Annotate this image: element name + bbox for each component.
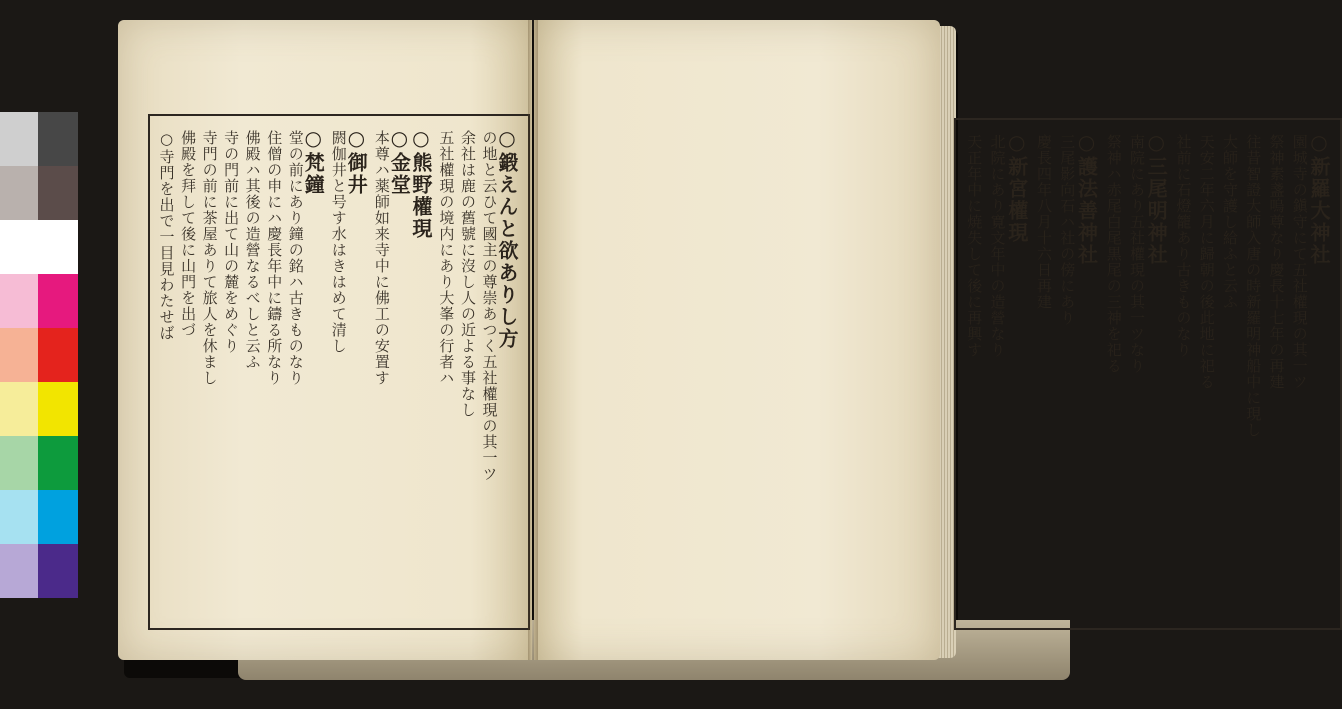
color-swatch (0, 544, 38, 598)
entry-heading: ○金堂 (387, 126, 412, 196)
text-column: 余社は鹿の舊號に沒し人の近よる事なし (458, 130, 477, 418)
text-column: 寺門の前に茶屋ありて旅人を休まし (200, 130, 219, 386)
color-swatch (0, 490, 38, 544)
color-swatch (38, 436, 78, 490)
text-column: 社前に石燈籠あり古きものなり (1174, 134, 1193, 358)
entry-heading: ○御井 (344, 126, 369, 196)
entry-heading: ○護法善神社 (1074, 130, 1099, 266)
text-column: 北院にあり寛文年中の造營なり (988, 134, 1007, 358)
entry-heading: ○新羅大神社 (1307, 130, 1331, 266)
color-swatch (38, 166, 78, 220)
text-column: 佛殿を拜して後に山門を出づ (179, 130, 198, 338)
text-column: ○寺門を出で一目見わたせば (157, 130, 176, 341)
color-swatch (0, 328, 38, 382)
entry-heading: ○新宮權現 (1004, 130, 1029, 244)
color-swatch (38, 112, 78, 166)
color-swatch (38, 544, 78, 598)
left-text-frame (148, 114, 530, 630)
right-text-frame (954, 118, 1342, 630)
color-swatch (38, 328, 78, 382)
entry-heading: ○三尾明神社 (1144, 130, 1169, 266)
book-gutter (528, 20, 538, 660)
text-column: 南院にあり五社權現の其一ツなり (1128, 134, 1146, 374)
text-column: 天安二年六月に歸朝の後此地に祀る (1197, 134, 1216, 390)
text-column: 本尊ハ薬師如来寺中に佛工の安置す (372, 130, 391, 386)
text-column: 往昔智證大師入唐の時新羅明神船中に現し (1244, 134, 1263, 438)
color-swatch (0, 274, 38, 328)
text-column: 佛殿ハ其後の造營なるべしと云ふ (243, 130, 262, 370)
color-swatch (0, 220, 38, 274)
color-swatch (0, 112, 38, 166)
color-swatch (0, 166, 38, 220)
color-calibration-strip (0, 112, 78, 608)
text-column: 寺の門前に出て山の麓をめぐり (222, 130, 241, 354)
open-book (118, 20, 1331, 670)
color-swatch (38, 220, 78, 274)
entry-heading: ○鍛えんと欲ありし方 (495, 126, 519, 350)
text-column: 大師を守護し給ふと云ふ (1221, 134, 1239, 310)
text-column: 園城寺の鎭守にて五社權現の其一ツ (1290, 134, 1309, 390)
color-swatch (0, 436, 38, 490)
entry-heading: ○熊野權現 (408, 126, 433, 240)
color-swatch (38, 274, 78, 328)
color-swatch (38, 490, 78, 544)
left-page (118, 20, 532, 660)
color-swatch (38, 382, 78, 436)
text-column: の地と云ひて國主の尊崇あつく五社權現の其一ツ (480, 130, 499, 482)
text-column: 三尾影向石ハ社の傍にあり (1058, 134, 1077, 326)
text-column: 住僧の申にハ慶長年中に鑄る所なり (265, 130, 284, 386)
text-column: 天正年中に焼失して後に再興す (965, 134, 984, 358)
entry-heading: ○梵鐘 (301, 126, 326, 196)
text-column: 慶長四年八月十六日再建 (1035, 134, 1053, 310)
text-column: 閼伽井と号す水はきはめて清し (329, 130, 348, 354)
text-column: 堂の前にあり鐘の銘ハ古きものなり (286, 130, 305, 386)
text-column: 祭神素盞嗚尊なり慶長十七年の再建 (1267, 134, 1286, 390)
right-page (534, 20, 1331, 660)
color-swatch (0, 382, 38, 436)
text-column: 五社權現の境内にあり大峯の行者ハ (437, 130, 456, 386)
text-column: 祭神ハ赤尾白尾黒尾の三神を祀る (1104, 134, 1123, 374)
